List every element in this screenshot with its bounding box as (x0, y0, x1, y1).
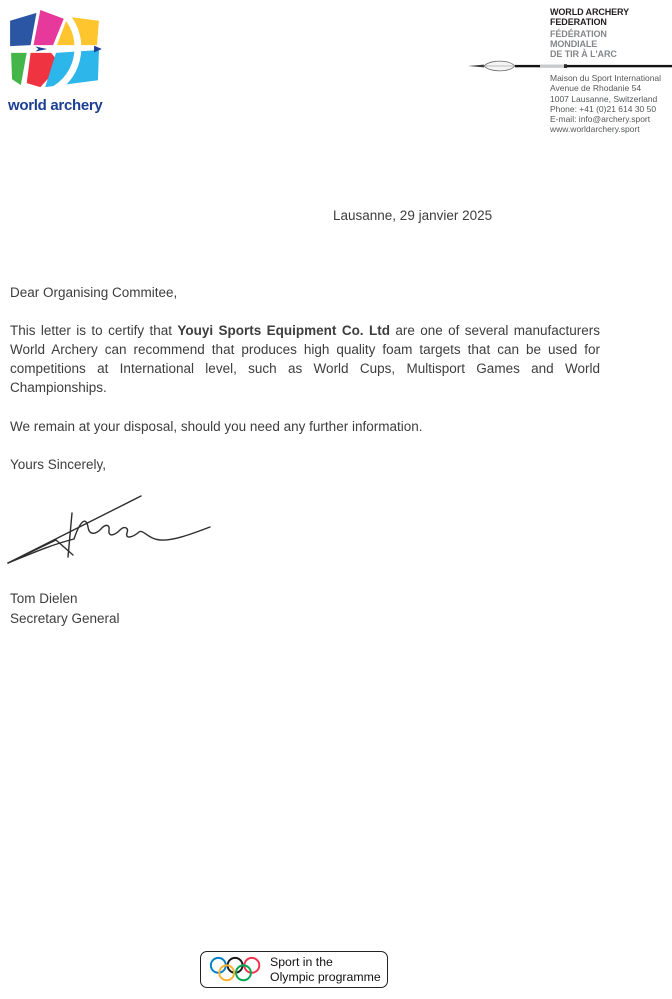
address-line-website: www.worldarchery.sport (550, 124, 640, 135)
org-name-en-line1: WORLD ARCHERY (550, 7, 630, 17)
org-name-english (550, 7, 629, 27)
olympic-rings-icon (209, 953, 263, 987)
signer-name: Tom Dielen (10, 591, 78, 606)
body-line-2: World Archery can recommend that produces high quality foam targets that can be used for (10, 342, 600, 357)
address-line: 1007 Lausanne, Switzerland (550, 93, 658, 104)
world-archery-logo (8, 8, 118, 114)
olympic-badge-text-line1: Sport in the (270, 955, 333, 969)
body-line-1-suffix: are one of several manufacturers (389, 323, 600, 338)
body-paragraph-1 (10, 321, 600, 397)
body-line-1 (10, 321, 600, 340)
salutation: Dear Organising Commitee, (10, 285, 178, 300)
olympic-badge-text (270, 955, 381, 984)
body-line-4: Championships. (10, 380, 107, 395)
org-name-fr-line1: FÉDÉRATION (550, 29, 607, 39)
body-line-1-prefix: This letter is to certify that (10, 323, 178, 338)
arrow-icon (468, 59, 672, 73)
org-name-french (550, 29, 617, 59)
address-line: Maison du Sport International (550, 73, 662, 83)
signer-title: Secretary General (10, 610, 120, 626)
address-line-email: E-mail: info@archery.sport (550, 114, 651, 125)
org-name-en-line2: FEDERATION (550, 17, 607, 27)
logo-wordmark: world archery (8, 97, 103, 114)
address-block (550, 73, 661, 135)
signature-handwriting (2, 483, 230, 575)
org-name-fr-line2: MONDIALE (550, 39, 598, 49)
olympic-programme-badge (200, 951, 388, 988)
olympic-badge-text-line2: Olympic programme (270, 969, 381, 984)
closing: Yours Sincerely, (10, 457, 107, 472)
dateline: Lausanne, 29 janvier 2025 (333, 208, 493, 223)
body-paragraph-2: We remain at your disposal, should you need any further information. (10, 419, 423, 434)
company-name: Youyi Sports Equipment Co. Ltd (177, 323, 390, 338)
address-line: Phone: +41 (0)21 614 30 50 (550, 103, 657, 114)
signature-block (10, 589, 120, 628)
world-archery-logo-icon (8, 8, 102, 90)
body-line-3: competitions at International level, such as World Cups, Multisport Games and World (10, 361, 600, 376)
org-name-fr-line3: DE TIR À L'ARC (550, 49, 617, 59)
address-line: Avenue de Rhodanie 54 (550, 83, 642, 94)
